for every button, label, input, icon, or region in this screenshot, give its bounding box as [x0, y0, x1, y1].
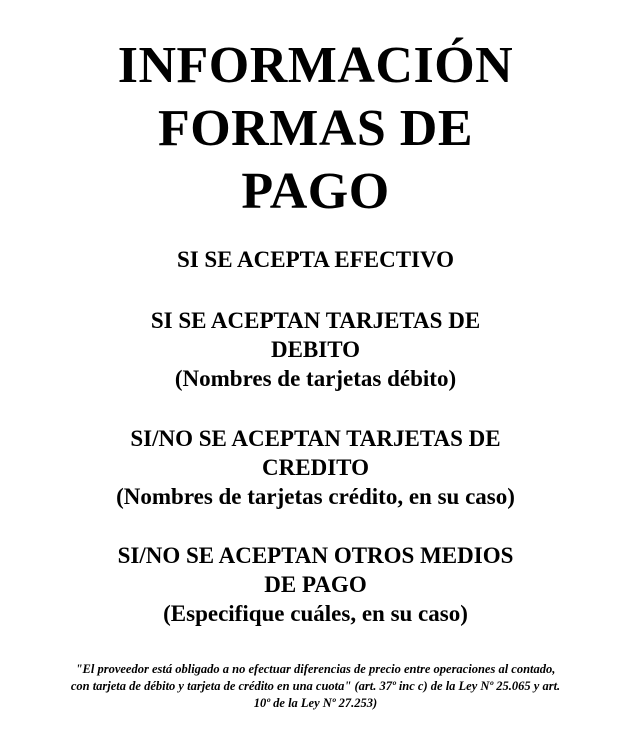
section-heading: SI SE ACEPTA EFECTIVO	[176, 247, 455, 272]
section-note: (Nombres de tarjetas débito)	[174, 366, 457, 391]
title-line: FORMAS DE	[157, 100, 474, 157]
cash-payment-section	[0, 245, 631, 274]
section-note: (Nombres de tarjetas crédito, en su caso)	[116, 484, 515, 509]
credit-card-section	[0, 424, 631, 511]
section-heading: SI/NO SE ACEPTAN TARJETAS DE	[130, 426, 501, 451]
section-heading: DE PAGO	[264, 572, 367, 597]
section-heading: CREDITO	[262, 455, 369, 480]
title-line: INFORMACIÓN	[117, 37, 514, 94]
legal-footnote: "El proveedor está obligado a no efectuar diferencias de precio entre operaciones al contado, con tarjeta de débito y tarjeta de crédito en una cuota" (art. 37º inc c) de la Ley Nº 25.065 y art. 10º de la Ley Nº 27.253)	[70, 662, 561, 710]
section-heading: SI SE ACEPTAN TARJETAS DE	[150, 308, 481, 333]
section-heading: SI/NO SE ACEPTAN OTROS MEDIOS	[117, 543, 514, 568]
section-note: (Especifique cuáles, en su caso)	[163, 601, 468, 626]
section-heading: DEBITO	[270, 337, 361, 362]
debit-card-section	[0, 306, 631, 393]
page-title	[0, 34, 631, 223]
title-line: PAGO	[241, 163, 390, 220]
other-payment-section	[0, 541, 631, 628]
